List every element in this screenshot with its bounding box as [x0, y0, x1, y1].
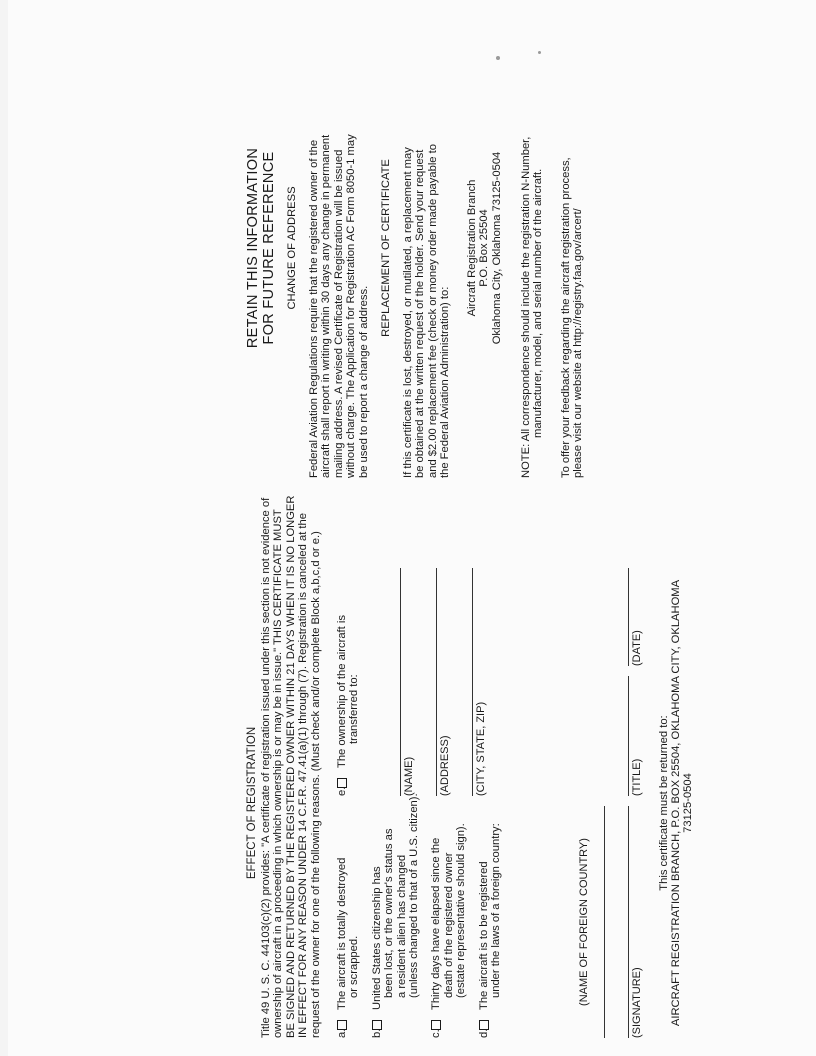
transfer-city-field[interactable] [472, 568, 487, 796]
replacement-line: If this certificate is lost, destroyed, or mutilated, a replacement may [402, 147, 414, 478]
page-edge-shadow [0, 0, 8, 1056]
branch-address [466, 18, 503, 478]
title-field[interactable] [628, 676, 643, 796]
item-e-line-2: transferred to: [348, 674, 361, 744]
item-line: under the laws of a foreign country: [490, 823, 503, 998]
reason-items-column [336, 793, 512, 1038]
replacement-paragraph [402, 18, 452, 478]
effect-paragraph-line: ownership of aircraft in a proceeding in which ownership is or may be in issue." THIS CERTIFICATE MUST [272, 509, 285, 1038]
effect-of-registration-section [128, 495, 695, 1038]
item-line: The aircraft is to be registered [477, 861, 490, 1010]
change-of-address-line: mailing address. A revised Certificate of Registration will be issued [332, 149, 345, 478]
transfer-column [336, 568, 487, 796]
reason-item [430, 806, 467, 1038]
signature-label: (SIGNATURE) [631, 967, 643, 1038]
name-label: (NAME) [403, 756, 415, 796]
branch-address-line: Oklahoma City, Oklahoma 73125-0504 [490, 151, 503, 345]
note-paragraph [520, 18, 545, 478]
replacement-line: be obtained at the written request of the holder. Send your request [414, 149, 427, 478]
return-instruction: This certificate must be returned to: [658, 715, 670, 891]
city-label: (CITY, STATE, ZIP) [475, 701, 487, 796]
checkbox[interactable] [372, 1020, 382, 1030]
item-key: a. [336, 1028, 348, 1038]
effect-paragraph-line: BE SIGNED AND RETURNED BY THE REGISTERED OWNER WITHIN 21 DAYS WHEN IT IS NO LONGER [284, 495, 297, 1038]
name-line [400, 568, 401, 796]
effect-paragraph [260, 495, 322, 1038]
change-of-address-line: aircraft shall report in writing within 30 days any change in permanent [320, 134, 333, 478]
branch-address-line: P.O. Box 25504 [478, 209, 491, 287]
item-key: c. [430, 1029, 443, 1038]
rotated-content [128, 18, 695, 1038]
effect-paragraph-line: Title 49 U. S. C. 44103(c)(2) provides: "A certificate of registration issued under this section is not evidence of [260, 497, 272, 1038]
branch-address-line: Aircraft Registration Branch [466, 179, 478, 317]
replacement-line: the Federal Aviation Administration) to: [439, 286, 452, 478]
reason-item [478, 806, 503, 1038]
effect-paragraph-line: IN EFFECT FOR ANY REASON UNDER 14 C.F.R. 47.41(a)(1) through (7). Registration is canceled at the [297, 513, 310, 1038]
reason-item [336, 806, 361, 1038]
reason-item [370, 793, 421, 1038]
checkbox[interactable] [337, 1020, 347, 1030]
item-key: d. [477, 1028, 490, 1038]
date-field[interactable] [628, 568, 643, 666]
reason-item-e [336, 568, 361, 796]
return-address: AIRCRAFT REGISTRATION BRANCH, P.O. BOX 25504, OKLAHOMA CITY, OKLAHOMA 73125-0504 [670, 579, 695, 1027]
feedback-line: please visit our website at http://registry.faa.gov/arcert/ [572, 208, 585, 478]
address-line [436, 568, 437, 796]
signature-row [628, 568, 654, 1038]
item-line: death of the registered owner [442, 852, 455, 998]
change-of-address-line: without charge. The Application for Registration AC Form 8050-1 may [345, 134, 358, 478]
item-line: or scrapped. [348, 935, 361, 998]
change-of-address-line: Federal Aviation Regulations require that the registered owner of the [308, 139, 320, 478]
city-line [472, 568, 473, 796]
item-line: (estate representative should sign). [455, 823, 468, 998]
retain-heading [246, 18, 277, 478]
item-line: a resident alien has changed [395, 854, 408, 998]
checkbox[interactable] [479, 1020, 489, 1030]
item-line: Thirty days have elapsed since the [430, 837, 443, 1010]
item-line: (unless changed to that of a U.S. citizen). [408, 793, 421, 998]
retain-heading-line-2: FOR FUTURE REFERENCE [260, 151, 277, 345]
signature-line [628, 806, 629, 1038]
change-of-address-title: CHANGE OF ADDRESS [286, 186, 298, 310]
address-label: (ADDRESS) [439, 735, 451, 796]
item-line: been lost, or the owner's status as [383, 828, 396, 998]
feedback-line: To offer your feedback regarding the aircraft registration process, [560, 157, 572, 478]
title-line [628, 676, 629, 796]
transfer-address-field[interactable] [436, 568, 451, 796]
retain-information-section [128, 18, 688, 478]
item-line: The aircraft is totally destroyed [336, 857, 348, 1010]
replacement-line: and $2.00 replacement fee (check or money order made payable to [426, 144, 439, 478]
title-label: (TITLE) [631, 758, 643, 796]
note-line: manufacturer, model, and serial number of the aircraft. [532, 168, 545, 438]
change-of-address-paragraph [308, 18, 370, 478]
change-of-address-line: be used to report a change of address. [357, 285, 370, 478]
signature-field[interactable] [628, 806, 643, 1038]
foreign-country-field[interactable] [578, 806, 605, 1038]
item-key: b. [370, 1028, 383, 1038]
feedback-paragraph [560, 18, 585, 478]
note-line: NOTE: All correspondence should include the registration N-Number, [520, 136, 532, 478]
foreign-country-label: (NAME OF FOREIGN COUNTRY) [578, 838, 590, 1006]
item-key: e. [336, 786, 348, 796]
retain-heading-line-1: RETAIN THIS INFORMATION [245, 147, 261, 349]
date-line [628, 568, 629, 666]
checkbox[interactable] [431, 1020, 441, 1030]
date-label: (DATE) [631, 630, 643, 666]
checkbox-e[interactable] [337, 778, 347, 788]
replacement-title: REPLACEMENT OF CERTIFICATE [380, 159, 392, 337]
transfer-name-field[interactable] [400, 568, 415, 796]
effect-title: EFFECT OF REGISTRATION [246, 726, 258, 880]
effect-paragraph-line: request of the owner for one of the following reasons. (Must check and/or complete Block a,b,c,d or e.) [309, 531, 322, 1038]
item-line: United States citizenship has [370, 866, 383, 1010]
item-e-line-1: The ownership of the aircraft is [336, 615, 348, 768]
foreign-country-line [604, 806, 605, 1038]
